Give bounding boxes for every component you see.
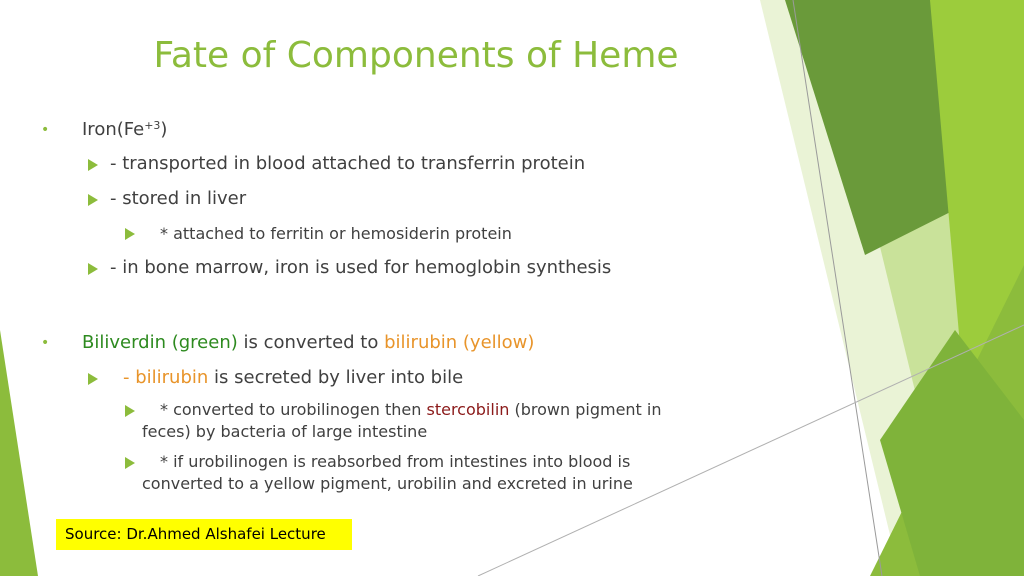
arrow-bullet-icon [125, 228, 135, 240]
arrow-bullet-icon [125, 457, 135, 469]
iron-item-bone-marrow: - in bone marrow, iron is used for hemoglobin synthesis [110, 257, 612, 278]
bilirubin-item-secreted [123, 367, 463, 388]
bilirubin-label: - bilirubin [123, 367, 209, 388]
urobilin-line-2: converted to a yellow pigment, urobilin and excreted in urine [142, 474, 633, 493]
iron-item-stored: - stored in liver [110, 188, 247, 209]
arrow-bullet-icon [125, 405, 135, 417]
stercobilin-term: stercobilin [426, 400, 510, 419]
iron-subitem-ferritin: * attached to ferritin or hemosiderin protein [160, 224, 512, 243]
biliverdin-connector: is converted to [237, 332, 385, 353]
urobilinogen-text: * converted to urobilinogen then [160, 400, 427, 419]
slide-title: Fate of Components of Heme [153, 35, 679, 76]
urobilin-line-1: * if urobilinogen is reabsorbed from intestines into blood is [160, 452, 631, 471]
arrow-bullet-icon [88, 194, 98, 206]
iron-label: Iron(Fe [82, 119, 145, 140]
bullet-dot-icon: • [41, 335, 50, 351]
iron-superscript: +3 [144, 119, 161, 132]
source-label: Source: Dr.Ahmed Alshafei Lecture [56, 519, 352, 550]
bullet-dot-icon: • [41, 122, 50, 138]
stercobilin-line-2: feces) by bacteria of large intestine [142, 422, 428, 441]
iron-label-close: ) [160, 119, 168, 140]
stercobilin-line-1 [160, 398, 662, 422]
arrow-bullet-icon [88, 373, 98, 385]
arrow-bullet-icon [88, 263, 98, 275]
brown-pigment-text: (brown pigment in [509, 400, 662, 419]
biliverdin-term: Biliverdin (green) [82, 332, 238, 353]
iron-heading [82, 119, 167, 140]
iron-item-transport: - transported in blood attached to transferrin protein [110, 153, 586, 174]
biliverdin-heading [82, 332, 534, 353]
bilirubin-secreted-text: is secreted by liver into bile [208, 367, 464, 388]
bilirubin-term: bilirubin (yellow) [384, 332, 535, 353]
arrow-bullet-icon [88, 159, 98, 171]
